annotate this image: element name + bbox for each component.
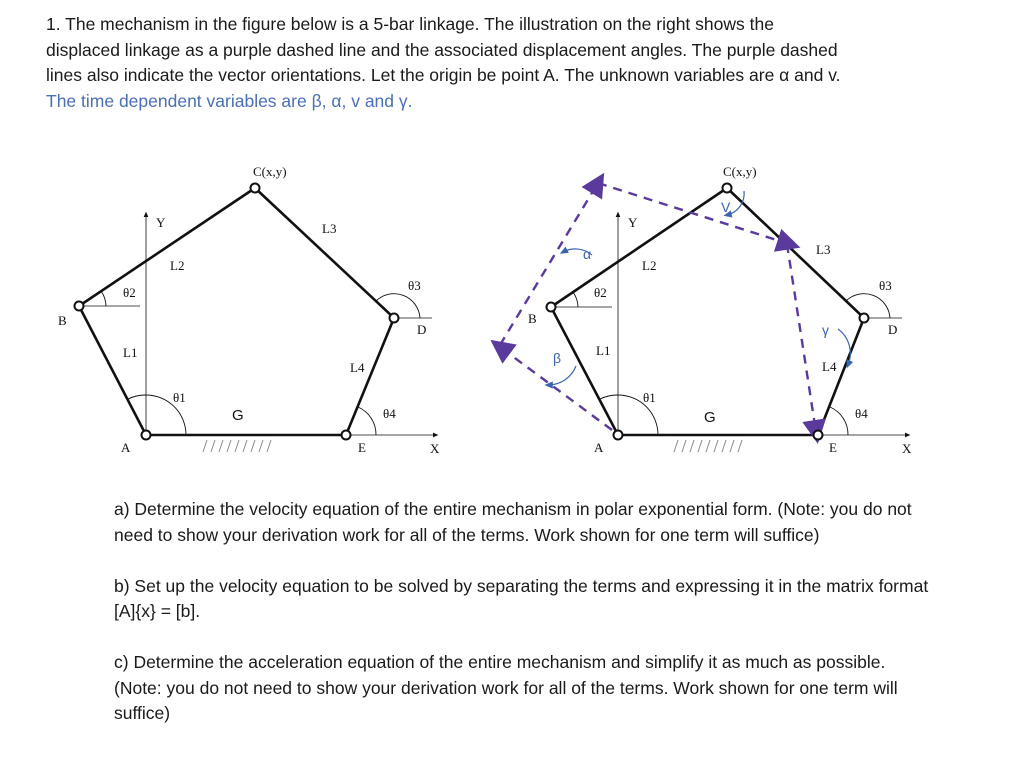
label-beta: β [553,350,562,366]
right-link-L1 [551,307,618,435]
left-link-L3 [255,188,394,318]
right-label-L1: L1 [596,343,611,358]
right-label-A: A [594,440,604,455]
left-link-L2 [79,188,255,306]
right-label-G: G [704,409,716,426]
right-label-D: D [888,322,898,337]
left-label-E: E [358,440,366,455]
left-label-L2: L2 [170,258,185,273]
right-label-Y: Y [628,215,638,230]
left-label-Y: Y [156,215,166,230]
part-a: a) Determine the velocity equation of the entire mechanism in polar exponential form. (Note: you do not need to show your derivation work for all of the terms. Work shown for one term will suffice) [114,499,912,545]
right-label-theta2: θ2 [594,285,607,300]
left-label-G: G [232,407,244,424]
left-label-X: X [430,441,440,456]
label-v: V [721,199,731,215]
right-linkage [500,164,912,456]
left-pin-B [75,302,84,311]
right-label-theta4: θ4 [855,406,868,421]
question-line-3: lines also indicate the vector orientations. Let the origin be point A. The unknown variables are α and v. [46,65,841,85]
right-pin-E [814,431,823,440]
right-pin-B [547,303,556,312]
left-label-L4: L4 [350,360,365,375]
purple-vector-alpha [500,183,598,345]
left-label-A: A [121,440,131,455]
right-theta4-arc [830,407,848,435]
question-line-2: displaced linkage as a purple dashed line and the associated displacement angles. The purple dashed [46,39,838,60]
left-label-C: C(x,y) [253,164,287,179]
right-pin-C [723,184,732,193]
left-ground-hatch [203,440,271,452]
left-label-B: B [58,313,67,328]
left-theta2-arc [101,291,106,306]
question-parts [114,497,934,752]
left-label-theta3: θ3 [408,278,421,293]
left-pin-E [342,431,351,440]
right-ground-hatch [674,440,742,452]
left-pin-A [142,431,151,440]
right-label-theta1: θ1 [643,390,656,405]
left-linkage [58,164,440,456]
left-pin-D [390,314,399,323]
right-label-X: X [902,441,912,456]
purple-vector-gamma [787,244,816,432]
right-link-L2 [551,188,727,307]
right-pin-D [860,314,869,323]
part-b: b) Set up the velocity equation to be solved by separating the terms and expressing it in the matrix format [A]{x} = [b]. [114,575,929,621]
beta-arc [548,366,576,385]
time-dependent-line: The time dependent variables are β, α, v and γ. [46,90,413,111]
left-theta4-arc [358,407,376,435]
left-label-theta2: θ2 [123,285,136,300]
label-gamma: γ [822,322,829,338]
right-label-E: E [829,440,837,455]
part-c: c) Determine the acceleration equation of the entire mechanism and simplify it as much as possible. (Note: you do not need to show your derivation work for all of the terms. Work shown for one term will suffice) [114,652,898,723]
question-line-1: 1. The mechanism in the figure below is a 5-bar linkage. The illustration on the right shows the [46,14,774,34]
right-label-L4: L4 [822,359,837,374]
right-label-L3: L3 [816,242,831,257]
left-label-L3: L3 [322,221,337,236]
label-alpha: α [583,246,592,262]
purple-vector-v [598,183,789,244]
left-label-theta1: θ1 [173,390,186,405]
right-label-B: B [528,311,537,326]
right-label-theta3: θ3 [879,278,892,293]
right-label-L2: L2 [642,258,657,273]
left-label-L1: L1 [123,345,138,360]
left-pin-C [251,184,260,193]
right-label-C: C(x,y) [723,164,757,179]
right-pin-A [614,431,623,440]
left-label-D: D [417,322,427,337]
left-label-theta4: θ4 [383,406,396,421]
right-theta2-arc [573,292,578,307]
left-link-L1 [79,306,146,435]
